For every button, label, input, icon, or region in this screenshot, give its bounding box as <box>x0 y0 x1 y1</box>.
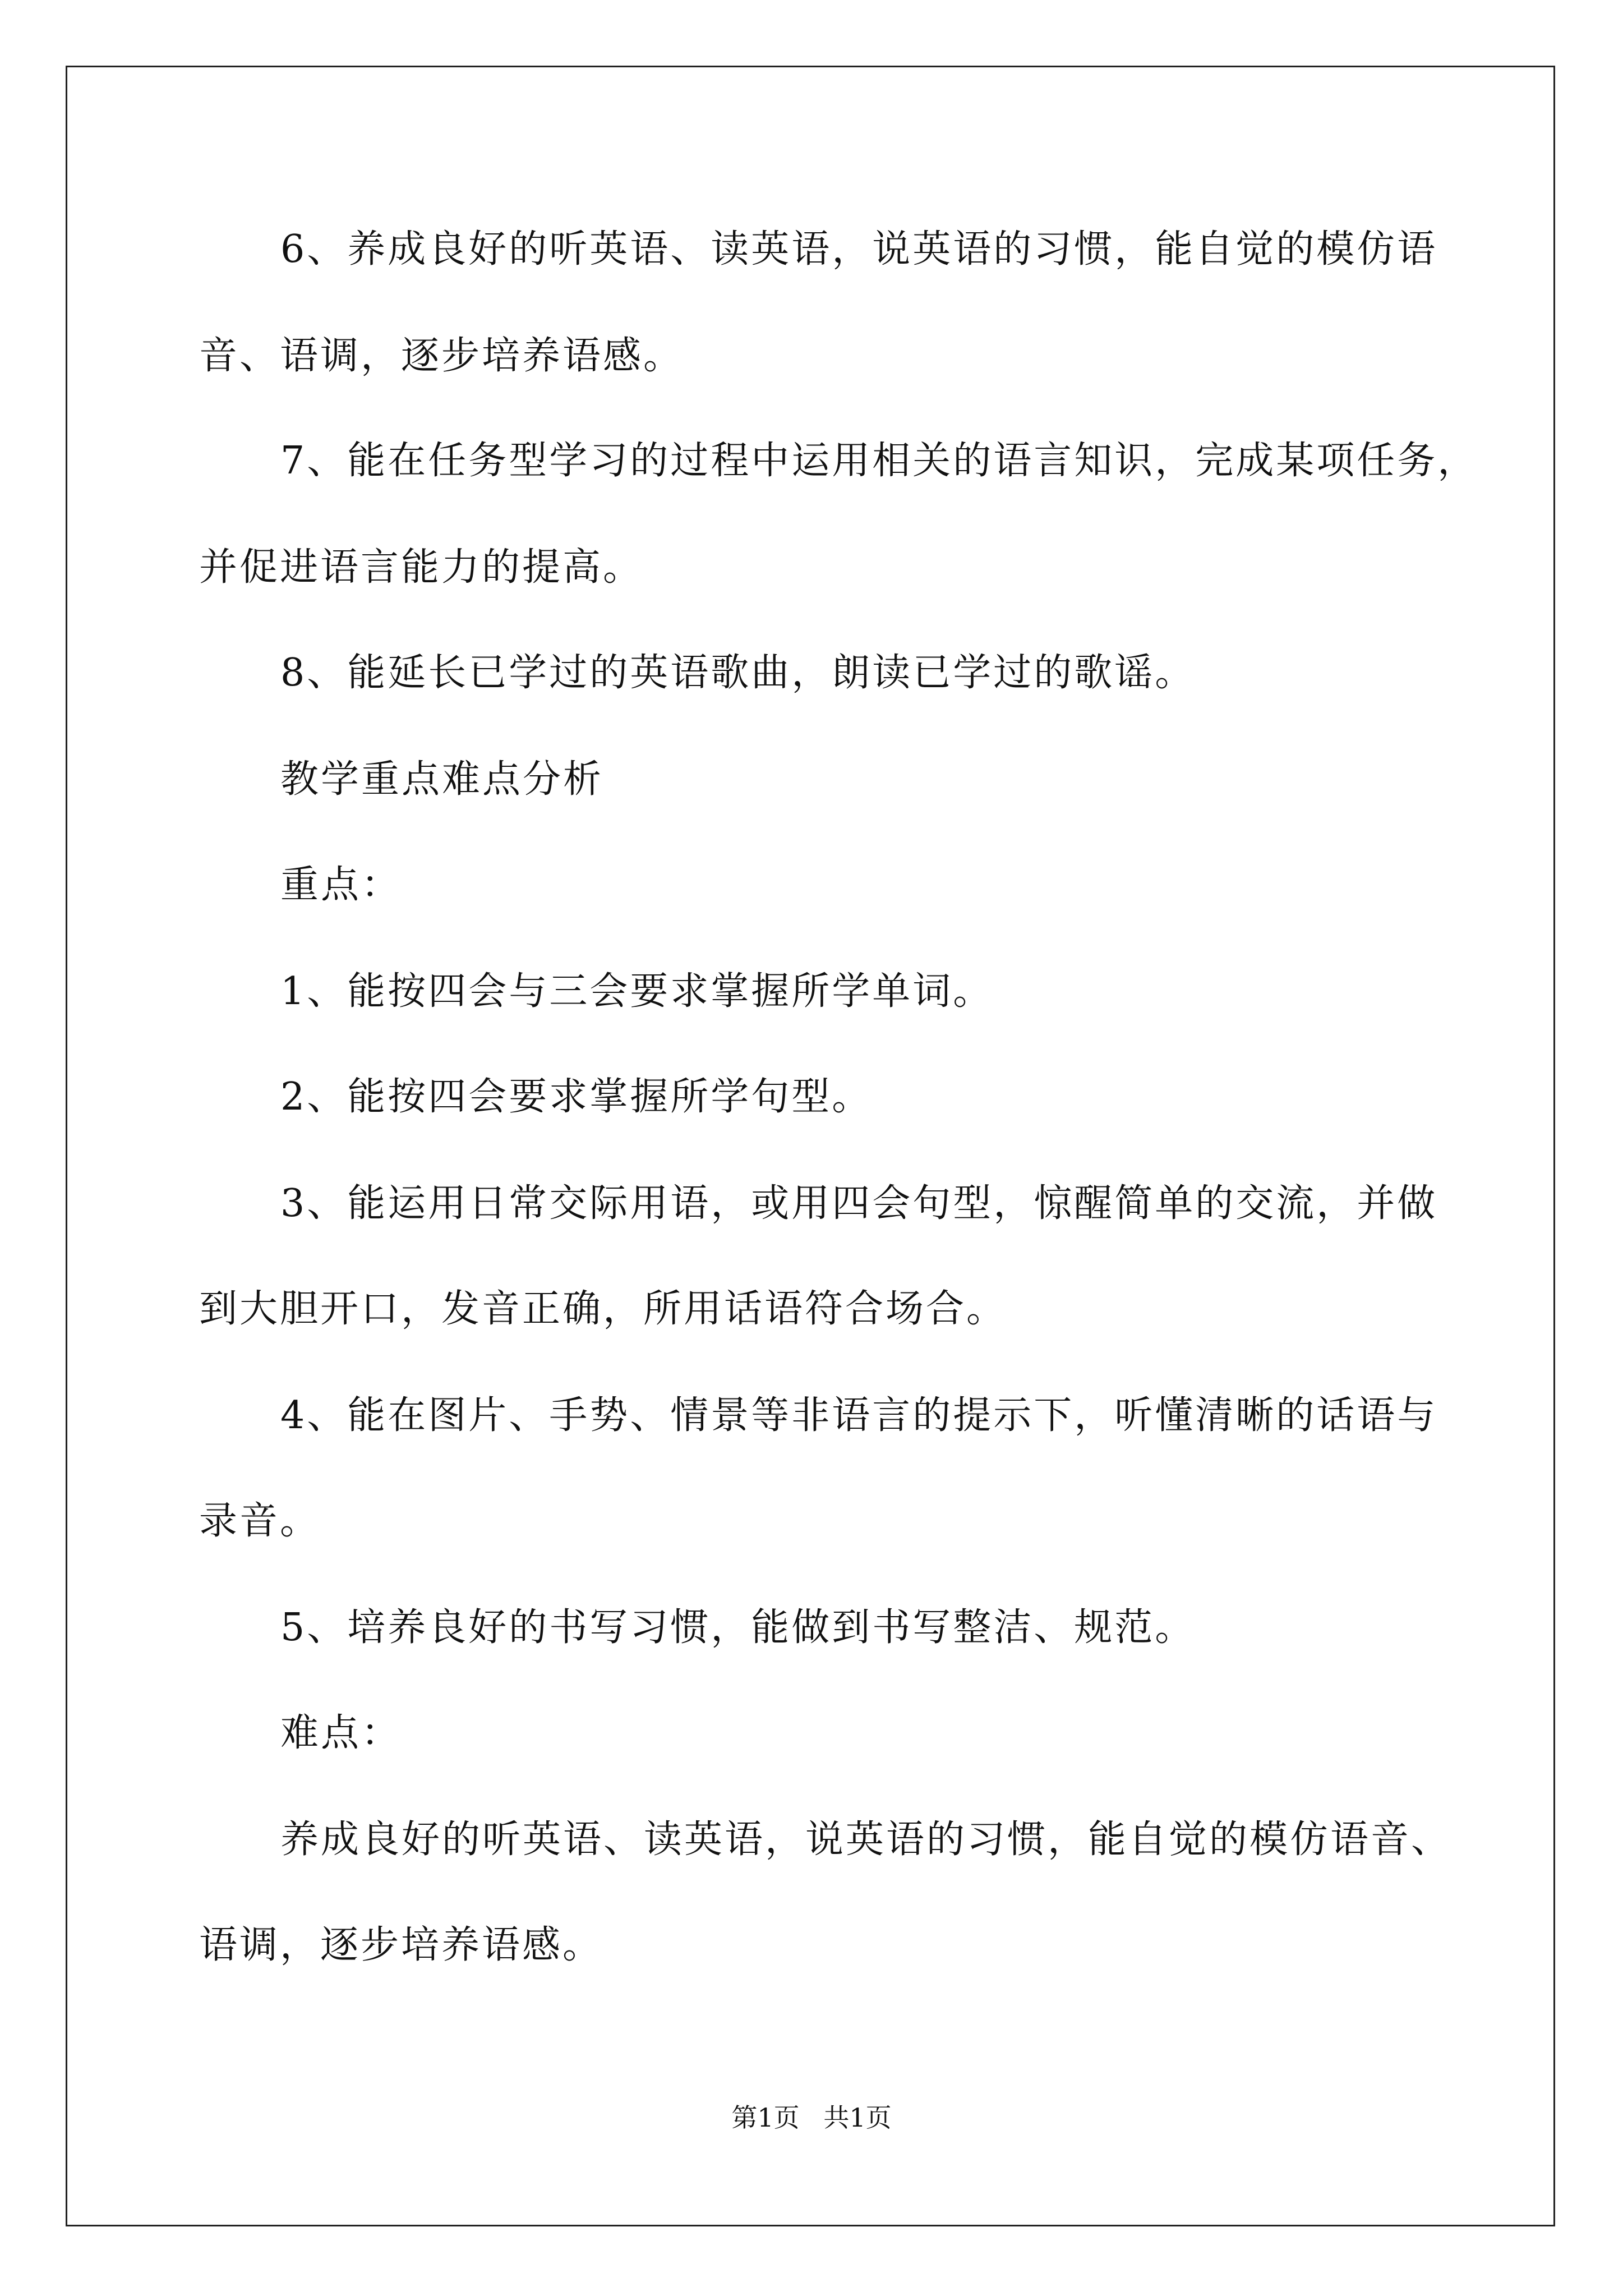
page-footer <box>0 2101 1623 2134</box>
paragraph-line-16: 养成良好的听英语、读英语，说英语的习惯，能自觉的模仿语音、 <box>280 1818 1452 1862</box>
paragraph-line-5: 8、能延长已学过的英语歌曲，朗读已学过的歌谣。 <box>280 651 1196 695</box>
page-border <box>66 66 1555 2226</box>
paragraph-line-3: 7、能在任务型学习的过程中运用相关的语言知识，完成某项任务， <box>280 439 1478 483</box>
paragraph-line-17: 语调，逐步培养语感。 <box>199 1923 603 1967</box>
paragraph-line-1: 6、养成良好的听英语、读英语，说英语的习惯，能自觉的模仿语 <box>280 227 1438 272</box>
difficulties-label: 难点： <box>280 1711 402 1755</box>
paragraph-line-10: 3、能运用日常交际用语，或用四会句型，惊醒简单的交流，并做 <box>280 1181 1438 1226</box>
key-points-label: 重点： <box>280 863 402 907</box>
paragraph-line-14: 5、培养良好的书写习惯，能做到书写整洁、规范。 <box>280 1605 1196 1650</box>
paragraph-line-12: 4、能在图片、手势、情景等非语言的提示下，听懂清晰的话语与 <box>280 1393 1438 1438</box>
paragraph-line-2: 音、语调，逐步培养语感。 <box>199 334 684 378</box>
paragraph-line-8: 1、能按四会与三会要求掌握所学单词。 <box>280 969 994 1014</box>
page-current: 第1页 <box>731 2102 800 2133</box>
paragraph-line-13: 录音。 <box>199 1499 321 1543</box>
paragraph-line-9: 2、能按四会要求掌握所学句型。 <box>280 1075 873 1119</box>
paragraph-line-4: 并促进语言能力的提高。 <box>199 545 644 590</box>
paragraph-line-11: 到大胆开口，发音正确，所用话语符合场合。 <box>199 1287 1007 1331</box>
page-total: 共1页 <box>823 2102 892 2133</box>
section-heading: 教学重点难点分析 <box>280 757 604 802</box>
